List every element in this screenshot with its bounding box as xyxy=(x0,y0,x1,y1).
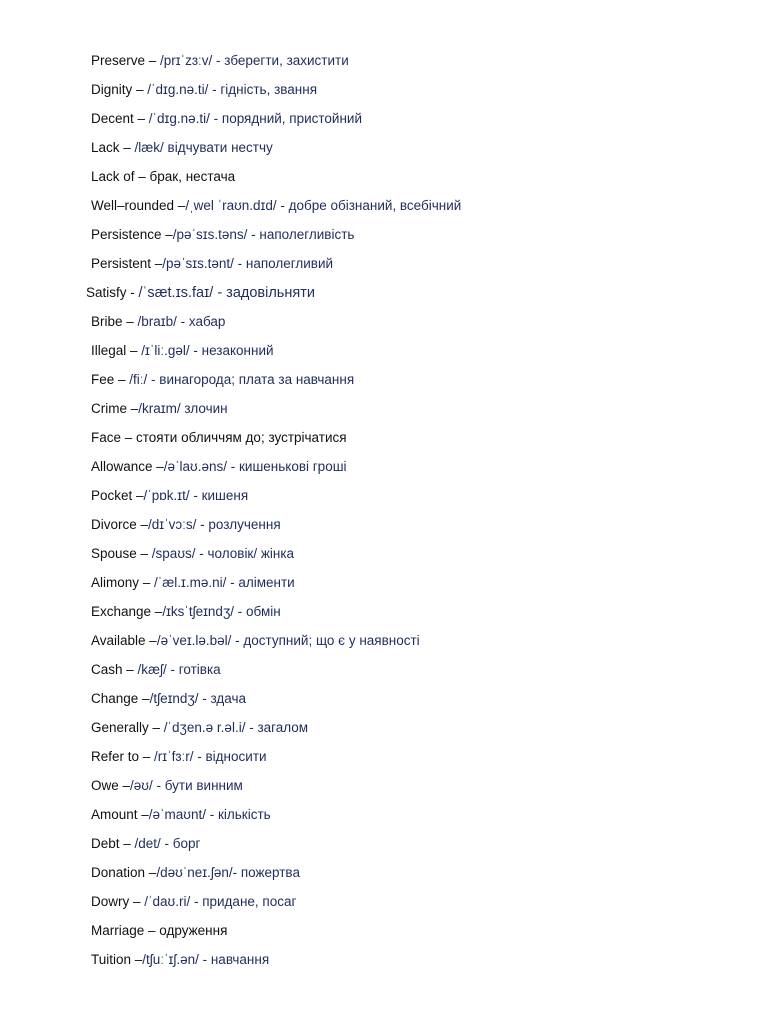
entry-gloss: /prɪˈzɜːv/ - зберегти, захистити xyxy=(160,53,349,68)
entry-gloss: /dɪˈvɔːs/ - розлучення xyxy=(148,517,281,532)
entry-term: Alimony – xyxy=(91,575,155,590)
entry-gloss: /læk/ відчувати нестчу xyxy=(134,140,273,155)
entry-term: Dowry – xyxy=(91,894,145,909)
vocab-entry xyxy=(91,572,751,601)
entry-term: Satisfy - xyxy=(86,285,139,300)
entry-term: Spouse – xyxy=(91,546,152,561)
entry-gloss: /pəˈsɪs.təns/ - наполегливість xyxy=(172,227,355,242)
entry-term: Refer to – xyxy=(91,749,155,764)
entry-gloss: /pəˈsɪs.tənt/ - наполегливий xyxy=(162,256,334,271)
vocab-entry xyxy=(91,891,751,920)
entry-gloss: /ˈdɪg.nə.ti/ - гідність, звання xyxy=(147,82,318,97)
entry-term: Preserve – xyxy=(91,53,161,68)
vocab-entry xyxy=(91,775,751,804)
entry-term: Face – стояти обличчям до; зустрічатися xyxy=(91,430,347,445)
vocab-entry xyxy=(91,862,751,891)
entry-term: Available – xyxy=(91,633,157,648)
entry-term: Dignity – xyxy=(91,82,148,97)
entry-term: Well–rounded – xyxy=(91,198,186,213)
vocab-entry xyxy=(91,804,751,833)
vocab-entry xyxy=(91,659,751,688)
vocab-entry xyxy=(91,949,751,978)
vocab-entry xyxy=(91,166,751,195)
vocab-entry xyxy=(91,717,751,746)
vocab-entry xyxy=(91,398,751,427)
entry-term: Persistence – xyxy=(91,227,173,242)
entry-term: Donation – xyxy=(91,865,157,880)
entry-term: Pocket – xyxy=(91,488,144,503)
entry-gloss: /ɪksˈtʃeɪndʒ/ - обмін xyxy=(162,604,281,619)
entry-term: Bribe – xyxy=(91,314,138,329)
entry-gloss: /əˈlaʊ.əns/ - кишенькові гроші xyxy=(163,459,347,474)
entry-term: Generally – xyxy=(91,720,164,735)
vocab-entry xyxy=(91,630,751,659)
entry-gloss: /fiː/ - винагорода; плата за навчання xyxy=(129,372,355,387)
vocab-entry xyxy=(91,137,751,166)
vocab-entry xyxy=(91,514,751,543)
vocab-entry xyxy=(91,50,751,79)
vocab-entry xyxy=(91,833,751,862)
entry-gloss: /kraɪm/ злочин xyxy=(138,401,228,416)
entry-gloss: /dəʊˈneɪ.ʃən/- пожертва xyxy=(156,865,300,880)
vocab-entry xyxy=(91,456,751,485)
entry-term: Persistent – xyxy=(91,256,163,271)
entry-gloss: /det/ - борг xyxy=(134,836,201,851)
vocab-entry xyxy=(91,369,751,398)
entry-gloss: /ˈsæt.ɪs.faɪ/ - задовільняти xyxy=(138,285,315,301)
entry-term: Marriage – одруження xyxy=(91,923,228,938)
entry-term: Decent – xyxy=(91,111,149,126)
entry-term: Owe – xyxy=(91,778,131,793)
vocab-entry xyxy=(91,920,751,949)
vocab-entry xyxy=(91,108,751,137)
vocab-entry xyxy=(91,79,751,108)
entry-term: Lack – xyxy=(91,140,135,155)
vocab-entry xyxy=(91,311,751,340)
entry-term: Cash – xyxy=(91,662,138,677)
entry-gloss: /əˈmaʊnt/ - кількість xyxy=(148,807,271,822)
entry-gloss: /braɪb/ - хабар xyxy=(137,314,226,329)
entry-term: Illegal – xyxy=(91,343,142,358)
vocab-entry xyxy=(86,282,751,311)
entry-gloss: /spaʊs/ - чоловік/ жінка xyxy=(151,546,295,561)
vocab-entry xyxy=(91,253,751,282)
vocab-entry xyxy=(91,543,751,572)
vocabulary-list xyxy=(86,50,751,978)
entry-gloss: /əʊ/ - бути винним xyxy=(130,778,243,793)
entry-gloss: /rɪˈfɜːr/ - відносити xyxy=(154,749,267,764)
entry-gloss: /ˈdɪg.nə.ti/ - порядний, пристойний xyxy=(148,111,363,126)
vocab-entry xyxy=(91,427,751,456)
entry-gloss: /ˌwel ˈraʊn.dɪd/ - добре обізнаний, всебічний xyxy=(185,198,462,213)
entry-gloss: /ɪˈliː.ɡəl/ - незаконний xyxy=(141,343,274,358)
vocab-entry xyxy=(91,688,751,717)
entry-gloss: /ˈpɒk.ɪt/ - кишеня xyxy=(143,488,249,503)
entry-gloss: /ˈæl.ɪ.mə.ni/ - аліменти xyxy=(154,575,295,590)
entry-term: Debt – xyxy=(91,836,135,851)
vocab-entry xyxy=(91,195,751,224)
entry-gloss: /tʃeɪndʒ/ - здача xyxy=(149,691,247,706)
vocab-entry xyxy=(91,601,751,630)
entry-gloss: /əˈveɪ.lə.bəl/ - доступний; що є у наявності xyxy=(156,633,420,648)
entry-term: Lack of – брак, нестача xyxy=(91,169,236,184)
entry-gloss: /ˈdaʊ.ri/ - придане, посаг xyxy=(144,894,297,909)
entry-gloss: /kæʃ/ - готівка xyxy=(137,662,221,677)
vocab-entry xyxy=(91,224,751,253)
entry-term: Crime – xyxy=(91,401,139,416)
entry-term: Fee – xyxy=(91,372,130,387)
entry-term: Tuition – xyxy=(91,952,143,967)
entry-term: Amount – xyxy=(91,807,149,822)
entry-term: Change – xyxy=(91,691,150,706)
entry-term: Allowance – xyxy=(91,459,164,474)
vocab-entry xyxy=(91,746,751,775)
entry-gloss: /tʃuːˈɪʃ.ən/ - навчання xyxy=(142,952,270,967)
vocab-entry xyxy=(91,340,751,369)
entry-gloss: /ˈdʒen.ə r.əl.i/ - загалом xyxy=(163,720,309,735)
entry-term: Divorce – xyxy=(91,517,149,532)
entry-term: Exchange – xyxy=(91,604,163,619)
vocab-entry xyxy=(91,485,751,514)
